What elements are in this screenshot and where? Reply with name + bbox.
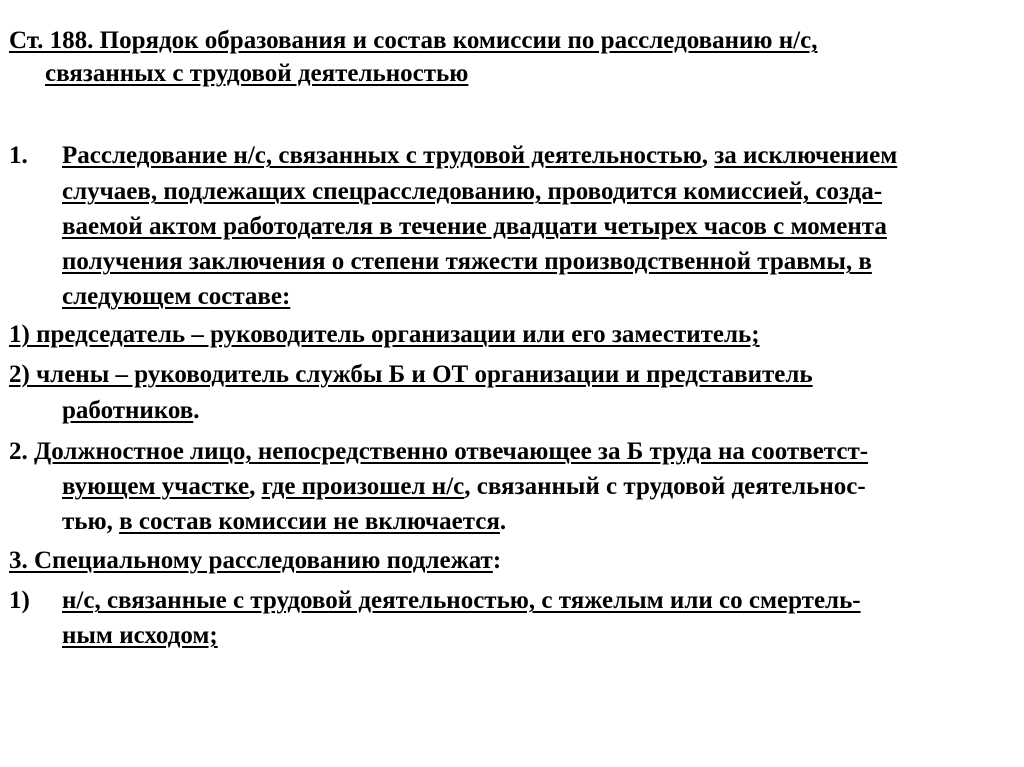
sub-item-1: 1) председатель – руководитель организации или его заместитель; <box>9 321 760 348</box>
text-segment: : <box>492 547 502 574</box>
text-segment: 3. Специальному расследованию подлежат <box>9 547 493 574</box>
list-item-1-line-3: ваемой актом работодателя в течение двадцати четырех часов с момента <box>62 213 887 240</box>
text-segment: в состав комиссии не включается <box>119 508 500 535</box>
list-item-3-1-line-2: ным исходом; <box>62 622 218 649</box>
text-segment: . <box>499 508 507 535</box>
list-item-3 <box>9 546 501 576</box>
text-segment: 2. <box>9 438 34 465</box>
sub-item-2-line-2 <box>62 396 200 426</box>
text-segment: Расследование н/с, связанных с трудовой деятельностью <box>62 142 702 169</box>
text-segment: , связанный с трудовой деятельнос- <box>464 473 866 500</box>
list-item-1-line-2: случаев, подлежащих спецрасследованию, проводится комиссией, созда- <box>62 178 883 205</box>
text-segment: где произошел н/с <box>261 473 465 500</box>
text-segment: , <box>701 142 715 169</box>
text-segment: за исключением <box>714 142 898 169</box>
list-item-2-line-3 <box>62 507 506 537</box>
list-item-1-line-1 <box>62 141 897 171</box>
list-item-1-line-5: следующем составе: <box>62 283 291 310</box>
list-item-2-line-2 <box>62 472 866 502</box>
text-segment: вующем участке <box>62 473 250 500</box>
list-item-marker-1: 1. <box>9 142 28 169</box>
list-item-1-line-4: получения заключения о степени тяжести производственной травмы, в <box>62 248 872 275</box>
list-item-2-line-1 <box>9 437 868 467</box>
text-segment: работников <box>62 397 194 424</box>
sub-item-2-line-1: 2) члены – руководитель службы Б и ОТ организации и представитель <box>9 361 813 388</box>
text-segment: . <box>193 397 200 424</box>
list-item-3-1-line-1: н/с, связанные с трудовой деятельностью, с тяжелым или со смертель- <box>62 587 861 614</box>
page-title-line-1: Ст. 188. Порядок образования и состав комиссии по расследованию н/с, <box>9 27 818 54</box>
list-item-marker-3-1: 1) <box>9 587 30 614</box>
text-segment: Должностное лицо, непосредственно отвечающее за Б труда на соответст- <box>34 438 869 465</box>
page-title-line-2: связанных с трудовой деятельностью <box>45 60 469 87</box>
text-segment: , <box>249 473 262 500</box>
text-segment: тью, <box>62 508 120 535</box>
